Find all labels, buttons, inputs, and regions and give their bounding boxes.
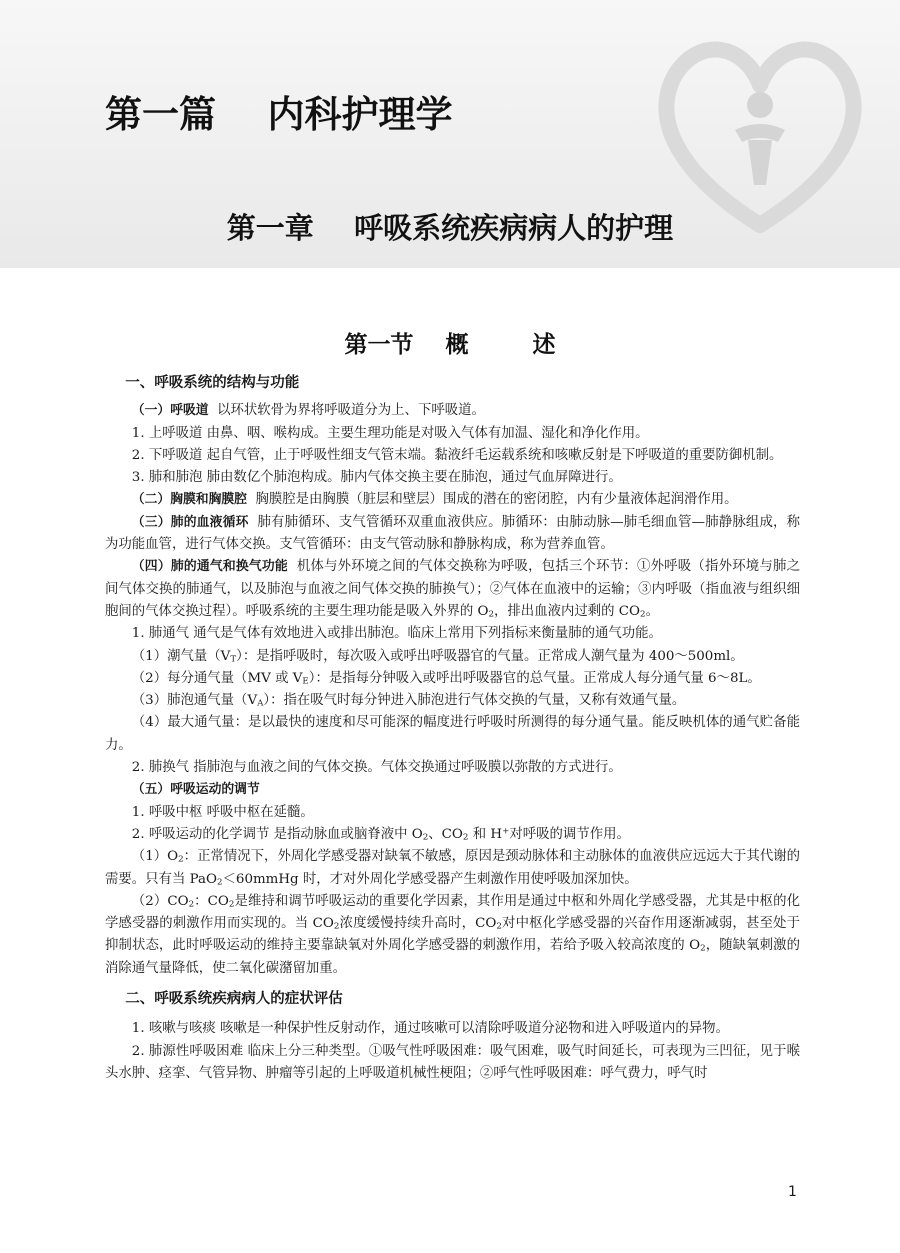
- subscript: 2: [640, 609, 646, 620]
- paragraph-text: ＜60mmHg 时，才对外周化学感受器产生刺激作用使呼吸加深加快。: [222, 871, 638, 887]
- subscript: 2: [488, 609, 495, 620]
- subscript: 2: [188, 899, 195, 910]
- paragraph: 3. 肺和肺泡 肺由数亿个肺泡构成。肺内气体交换主要在肺泡，通过气血屏障进行。: [131, 470, 622, 486]
- paragraph: [105, 779, 800, 801]
- part-title: 第一篇 内科护理学: [105, 92, 453, 136]
- paragraph-text: （2）CO: [131, 893, 189, 909]
- paragraph-text: ）：是指呼吸时，每次吸入或呼出呼吸器官的气量。正常成人潮气量为 400～500ml。: [236, 648, 744, 664]
- paragraph-text: ）：是指每分钟吸入或呼出呼吸器官的总气量。正常成人每分通气量 6～8L。: [308, 670, 761, 686]
- subsection-label: （二）胸膜和胸膜腔: [131, 492, 247, 508]
- subscript: 2: [216, 877, 223, 888]
- subscript: 2: [496, 921, 502, 932]
- paragraph-text: 对中枢化学感受器的兴奋作用逐渐减弱，甚至处于抑制状态，此时呼吸运动的维持主要靠缺氧对外周化学感受器的刺激作用，若给予吸入较高浓度的 O: [105, 916, 800, 954]
- paragraph: 2. 下呼吸道 起自气管，止于呼吸性细支气管末端。黏液纤毛运载系统和咳嗽反射是下呼吸道的重要防御机制。: [131, 447, 783, 463]
- paragraph-text: 和 H: [468, 826, 503, 842]
- paragraph: 1. 呼吸中枢 呼吸中枢在延髓。: [131, 804, 314, 820]
- paragraph-text: （1）O: [131, 849, 179, 865]
- chapter-title: 第一章 呼吸系统疾病病人的护理: [226, 211, 674, 245]
- paragraph-text: 机体与外环境之间的气体交换称为呼吸，包括三个环节：①外呼吸（指外环境与肺之间气体交换的肺通气，以及肺泡与血液之间气体交换的肺换气）；②气体在血液中的运输；③内呼吸（指血液与组织细胞间的气体交换过程）。呼吸系统的主要生理功能是吸入外界的 O: [105, 559, 801, 619]
- paragraph: 1. 肺通气 通气是气体有效地进入或排出肺泡。临床上常用下列指标来衡量肺的通气功能。: [131, 626, 662, 642]
- paragraph: 2. 肺换气 指肺泡与血液之间的气体交换。气体交换通过呼吸膜以弥散的方式进行。: [131, 760, 622, 776]
- paragraph-text: 2. 呼吸运动的化学调节 是指动脉血或脑脊液中 O: [131, 826, 423, 842]
- page-body: [105, 372, 800, 1085]
- paragraph: [105, 400, 800, 422]
- paragraph: 2. 肺源性呼吸困难 临床上分三种类型。①吸气性呼吸困难：吸气困难，吸气时间延长，可表现为三凹征，见于喉头水肿、痉挛、气管异物、肿瘤等引起的上呼吸道机械性梗阻；②呼气性呼吸困难：呼气费力，呼气时: [105, 1043, 800, 1081]
- subscript: 2: [178, 854, 184, 865]
- paragraph: [105, 646, 800, 668]
- paragraph-text: 是维持和调节呼吸运动的重要化学因素，其作用是通过中枢和外周化学感受器，尤其是中枢的化学感受器的刺激作用而实现的。当 CO: [105, 893, 800, 932]
- paragraph-text: 肺有肺循环、支气管循环双重血液供应。肺循环：由肺动脉—肺毛细血管—肺静脉组成，称为功能血管，进行气体交换。支气管循环：由支气管动脉和静脉构成，称为营养血管。: [105, 514, 801, 553]
- paragraph-text: ，随缺氧刺激的消除通气量降低，使二氧化碳潴留加重。: [105, 938, 801, 976]
- paragraph: [105, 846, 800, 891]
- subscript: 2: [700, 944, 706, 955]
- paragraph-text: ：正常情况下，外周化学感受器对缺氧不敏感，原因是颈动脉体和主动脉体的血液供应远远大于其代谢的需要。只有当 PaO: [105, 849, 801, 887]
- paragraph: [105, 824, 800, 846]
- paragraph: （4）最大通气量：是以最快的速度和尽可能深的幅度进行呼吸时所测得的每分通气量。能反映机体的通气贮备能力。: [105, 715, 800, 753]
- paragraph: [105, 489, 800, 511]
- paragraph-text: （2）每分通气量（MV 或 V: [131, 670, 303, 686]
- subscript: 2: [422, 832, 429, 843]
- paragraph: [105, 690, 800, 712]
- paragraph: 1. 咳嗽与咳痰 咳嗽是一种保护性反射动作，通过咳嗽可以清除呼吸道分泌物和进入呼吸道内的异物。: [131, 1021, 729, 1037]
- chapter-banner: [0, 0, 900, 268]
- paragraph-text: 胸膜腔是由胸膜（脏层和壁层）围成的潜在的密闭腔，内有少量液体起润滑作用。: [255, 492, 738, 508]
- subscript: E: [302, 676, 309, 687]
- paragraph-text: 。: [645, 603, 659, 619]
- paragraph-text: ，排出血液内过剩的 CO: [494, 603, 641, 619]
- subscript: 2: [333, 921, 340, 932]
- paragraph-text: 以环状软骨为界将呼吸道分为上、下呼吸道。: [217, 403, 485, 419]
- paragraph-text: （1）潮气量（V: [131, 648, 231, 664]
- section-heading-symptoms: 二、呼吸系统疾病病人的症状评估: [125, 991, 343, 1008]
- paragraph: [105, 668, 800, 690]
- superscript: +: [502, 826, 510, 837]
- subsection-label: （三）肺的血液循环: [131, 514, 249, 530]
- paragraph-text: 、CO: [428, 826, 463, 842]
- section-heading-structure: 一、呼吸系统的结构与功能: [125, 375, 300, 391]
- subsection-label: （四）肺的通气和换气功能: [131, 559, 288, 575]
- paragraph: [105, 556, 800, 623]
- subscript: T: [230, 654, 237, 665]
- paragraph-text: （3）肺泡通气量（V: [131, 693, 258, 709]
- paragraph: [105, 512, 800, 557]
- subscript: A: [257, 698, 264, 709]
- paragraph: 1. 上呼吸道 由鼻、咽、喉构成。主要生理功能是对吸入气体有加温、湿化和净化作用。: [131, 425, 649, 441]
- paragraph: [105, 891, 800, 980]
- paragraph-text: 对呼吸的调节作用。: [509, 826, 630, 842]
- section-title: 第一节 概 述: [344, 331, 556, 358]
- paragraph-text: 浓度缓慢持续升高时，CO: [339, 916, 497, 932]
- page-number: 1: [788, 1184, 797, 1200]
- subsection-label: （五）呼吸运动的调节: [131, 782, 260, 798]
- paragraph-text: ）：指在吸气时每分钟进入肺泡进行气体交换的气量，又称有效通气量。: [263, 693, 686, 709]
- subscript: 2: [228, 899, 235, 910]
- subsection-label: （一）呼吸道: [131, 403, 209, 419]
- subscript: 2: [462, 832, 469, 843]
- paragraph-text: ：CO: [194, 893, 229, 909]
